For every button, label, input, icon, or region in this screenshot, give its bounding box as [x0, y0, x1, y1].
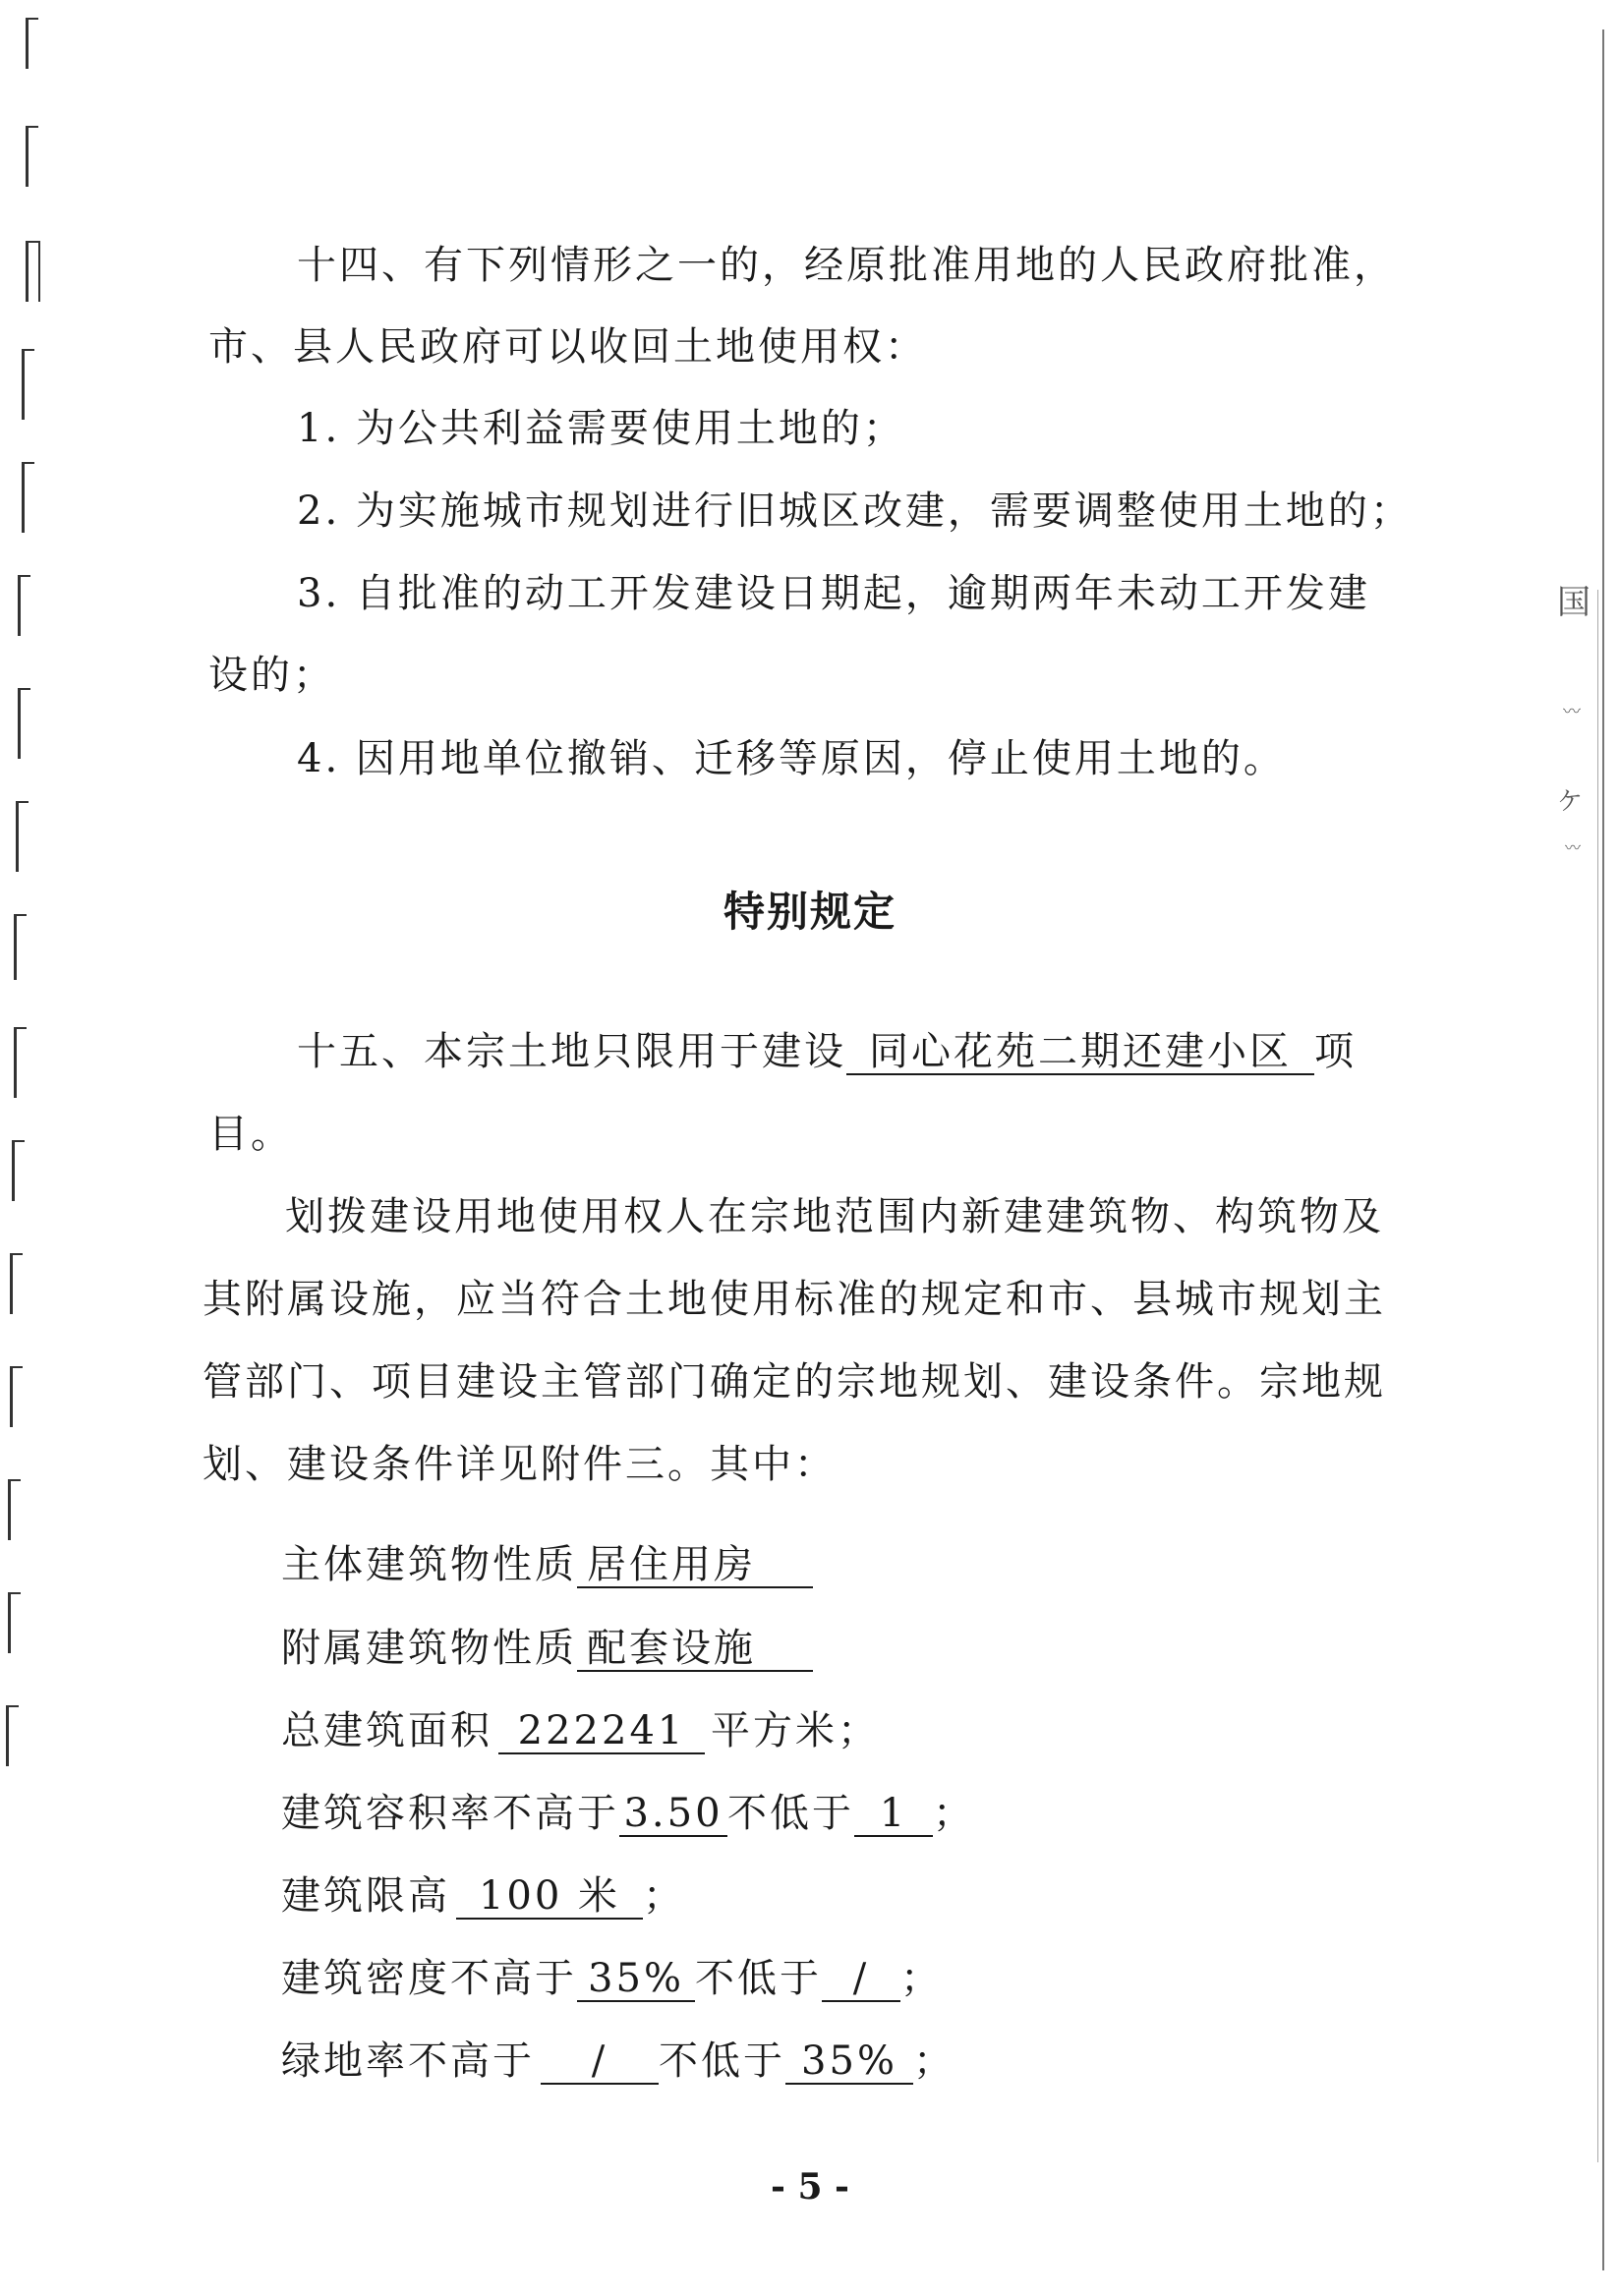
- far-max-value: 3.50: [619, 1792, 727, 1837]
- density-min-label: 不低于: [695, 1956, 822, 2001]
- list-item-3-line-2: 设的；: [208, 653, 335, 698]
- density-label: 建筑密度不高于: [281, 1956, 577, 2001]
- floor-area-ratio: [281, 1784, 975, 1843]
- green-end: ；: [913, 2038, 955, 2084]
- binding-mark: [22, 349, 34, 420]
- paragraph-2-line-1: 划拨建设用地使用权人在宗地范围内新建建筑物、构筑物及: [285, 1194, 1384, 1239]
- project-name-field: 同心花苑二期还建小区: [846, 1030, 1314, 1075]
- green-max-value: /: [541, 2039, 659, 2085]
- binding-mark: [10, 1366, 23, 1427]
- density-max-value: 35%: [577, 1957, 695, 2002]
- binding-mark: [14, 1027, 27, 1098]
- edge-line: [1597, 590, 1598, 2162]
- binding-mark: [26, 241, 40, 302]
- stamp-fragment: 国: [1557, 583, 1591, 622]
- far-min-value: 1: [854, 1792, 933, 1837]
- far-min-label: 不低于: [727, 1791, 854, 1836]
- total-area-label: 总建筑面积: [281, 1708, 492, 1753]
- right-edge-artifact: [1541, 0, 1620, 2296]
- binding-mark: [16, 801, 29, 872]
- main-nature-value: 居住用房: [577, 1543, 813, 1588]
- clause-15-line-1: [297, 1022, 1357, 1081]
- total-floor-area: [281, 1701, 880, 1760]
- height-value: 100 米: [456, 1874, 643, 1920]
- clause-15-line-2: 目。: [208, 1112, 293, 1157]
- height-end: ；: [643, 1873, 685, 1919]
- green-label: 绿地率不高于: [281, 2038, 535, 2084]
- far-end: ；: [933, 1791, 975, 1836]
- binding-mark: [8, 1592, 21, 1653]
- edge-line: [1602, 29, 1604, 2270]
- height-limit: [281, 1866, 685, 1925]
- binding-mark: [6, 1705, 19, 1766]
- binding-mark: [26, 18, 38, 69]
- clause-15-suffix: 项: [1314, 1029, 1357, 1074]
- list-item-4: 4. 因用地单位撤销、迁移等原因，停止使用土地的。: [297, 736, 1286, 781]
- stamp-fragment: 〰: [1564, 838, 1581, 857]
- page-number: - 5 -: [771, 2166, 849, 2208]
- height-label: 建筑限高: [281, 1873, 450, 1919]
- building-density: [281, 1949, 943, 2008]
- green-min-label: 不低于: [659, 2038, 785, 2084]
- density-end: ；: [900, 1956, 943, 2001]
- list-item-2: 2. 为实施城市规划进行旧城区改建，需要调整使用土地的；: [297, 488, 1413, 534]
- stamp-fragment: ケ: [1556, 787, 1583, 817]
- binding-mark: [10, 1253, 23, 1314]
- aux-nature-value: 配套设施: [577, 1627, 813, 1672]
- list-item-3-line-1: 3. 自批准的动工开发建设日期起，逾期两年未动工开发建: [297, 571, 1370, 616]
- paragraph-2-line-3: 管部门、项目建设主管部门确定的宗地规划、建设条件。宗地规: [202, 1359, 1386, 1405]
- aux-nature-label: 附属建筑物性质: [281, 1626, 577, 1671]
- stamp-fragment: 〰: [1563, 702, 1581, 722]
- total-area-unit: 平方米；: [711, 1708, 880, 1753]
- binding-mark: [12, 1140, 25, 1201]
- main-nature-label: 主体建筑物性质: [281, 1542, 577, 1587]
- list-item-1: 1. 为公共利益需要使用土地的；: [297, 406, 905, 451]
- binding-mark: [8, 1479, 21, 1540]
- binding-mark: [18, 688, 30, 759]
- binding-mark: [22, 462, 34, 533]
- binding-mark: [18, 575, 30, 636]
- binding-mark: [26, 126, 38, 187]
- aux-building-nature: [281, 1619, 813, 1678]
- green-min-value: 35%: [785, 2039, 913, 2085]
- clause-15-prefix: 十五、本宗土地只限用于建设: [297, 1029, 846, 1074]
- paragraph-2-line-4: 划、建设条件详见附件三。其中：: [202, 1442, 837, 1487]
- density-min-value: /: [822, 1957, 900, 2002]
- main-building-nature: [281, 1535, 813, 1594]
- total-area-value: 222241: [498, 1709, 705, 1754]
- green-ratio: [281, 2032, 955, 2091]
- far-label: 建筑容积率不高于: [281, 1791, 619, 1836]
- paragraph-2-line-2: 其附属设施，应当符合土地使用标准的规定和市、县城市规划主: [202, 1277, 1386, 1322]
- clause-14-line-1: 十四、有下列情形之一的，经原批准用地的人民政府批准，: [297, 243, 1396, 288]
- clause-14-line-2: 市、县人民政府可以收回土地使用权：: [208, 324, 927, 370]
- section-heading: 特别规定: [723, 888, 897, 936]
- binding-margin: [0, 0, 59, 2296]
